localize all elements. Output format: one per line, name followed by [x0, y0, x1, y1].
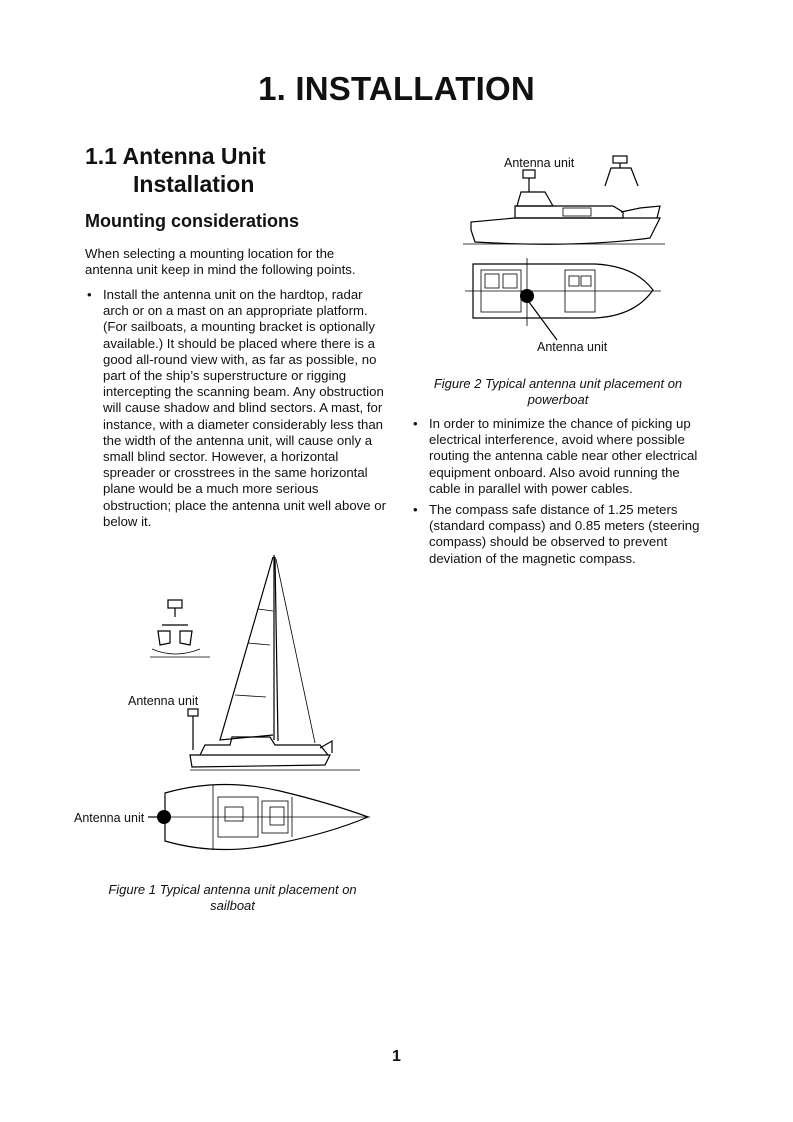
left-bullet-item: • Install the antenna unit on the hardtop, radar arch or on a mast on an appropriate platform. (For sailboats, a mounting bracket is optionally available.) It should be placed where there is a good all-round view with, as far as possible, no part of the ship’s superstructure or rigging intercepting the scanning beam. Any obstruction will cause shadow and blind sectors. A mast, for instance, with a diameter considerably less than the width of the antenna unit, will cause only a small blind sector. However, a horizontal spreader or crosstrees in the same horizontal plane would be a much more serious obstruction; place the antenna unit well above or below it. — [85, 287, 390, 530]
powerboat-figure — [455, 150, 675, 360]
right-bullet-item: • The compass safe distance of 1.25 meters (standard compass) and 0.85 meters (steering compass) should be observed to prevent deviation of the magnetic compass. — [411, 502, 711, 567]
radar-arch-detail — [605, 156, 638, 186]
page-number: 1 — [392, 1048, 401, 1065]
intro-paragraph: When selecting a mounting location for the antenna unit keep in mind the following points. — [85, 246, 356, 278]
left-bullet-list — [85, 287, 390, 530]
powerboat-side-view — [463, 170, 665, 244]
figure2-label-side: Antenna unit — [537, 340, 608, 354]
section-heading-line2: Installation — [133, 171, 255, 197]
powerboat-plan-view — [465, 258, 661, 340]
section-heading-line1: 1.1 Antenna Unit — [85, 143, 266, 169]
mounting-bracket-detail — [150, 600, 210, 657]
figure2-label-top: Antenna unit — [504, 156, 575, 170]
section-heading — [85, 142, 266, 198]
page-title: 1. INSTALLATION — [258, 70, 535, 107]
sailboat-plan-view — [148, 784, 370, 850]
figure1-caption: Figure 1 Typical antenna unit placement on sailboat — [108, 882, 357, 913]
sailboat-side-view — [188, 555, 360, 770]
sailboat-figure — [70, 545, 400, 875]
figure1-label-side: Antenna unit — [74, 811, 145, 825]
figure2-caption: Figure 2 Typical antenna unit placement on powerboat — [433, 376, 683, 407]
figure1-label-top: Antenna unit — [128, 694, 199, 708]
subsection-heading: Mounting considerations — [85, 211, 299, 231]
right-bullet-list — [411, 416, 711, 567]
right-bullet-item: • In order to minimize the chance of picking up electrical interference, avoid where possible routing the antenna cable near other electrical equipment onboard. Also avoid running the cable in parallel with power cables. — [411, 416, 711, 497]
